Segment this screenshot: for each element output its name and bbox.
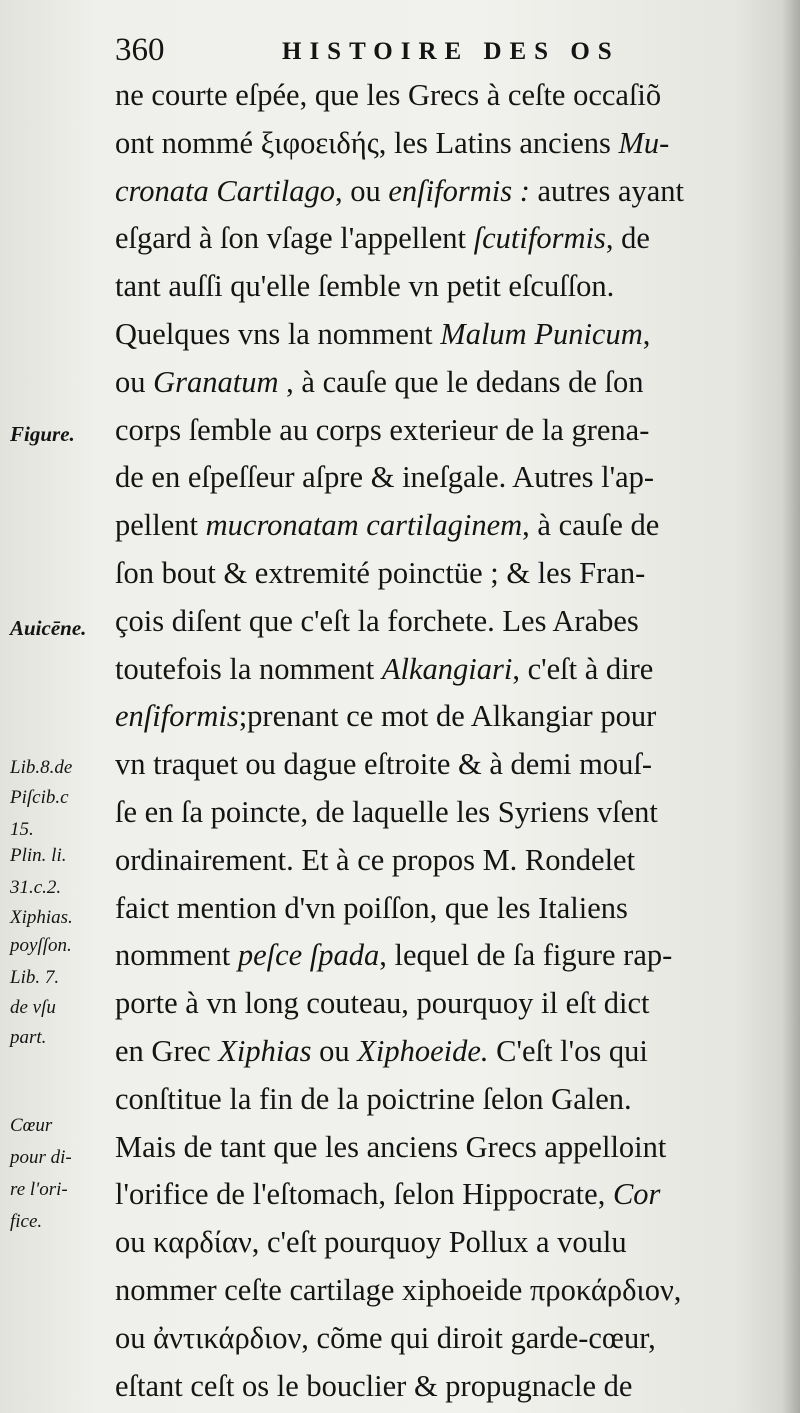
italic-span: ſcutiformis	[473, 221, 606, 256]
italic-span: Xiphias	[218, 1033, 312, 1068]
margin-note-plin-line2: 31.c.2.	[10, 877, 62, 898]
text-line	[115, 550, 765, 598]
page-gutter-shadow	[782, 0, 800, 1413]
italic-span: mucronatam cartilaginem	[205, 508, 523, 543]
margin-note-coeur-line4: fice.	[10, 1211, 43, 1232]
text-line	[115, 311, 765, 359]
text-span: tant auſſi qu'elle ſemble vn petit eſcuſſon.	[115, 269, 615, 304]
text-span: , à cauſe que le dedans de ſon	[278, 364, 644, 399]
text-span: vn traquet ou dague eſtroite & à demi mouſ-	[115, 747, 652, 782]
text-span: ou ἀντικάρδιον, cõme qui diroit garde-cœur,	[115, 1320, 656, 1355]
text-span: nommer ceſte cartilage xiphoeide προκάρδιον,	[115, 1272, 682, 1307]
text-line	[115, 1076, 765, 1124]
text-span: nomment	[115, 938, 238, 973]
text-span: de en eſpeſſeur aſpre & ineſgale. Autres l'ap-	[115, 460, 655, 495]
text-span: ordinairement. Et à ce propos M. Rondelet	[115, 842, 636, 877]
margin-note-plin-line1: Plin. li.	[10, 845, 67, 866]
text-line	[115, 1124, 765, 1172]
italic-span: enſiformis :	[388, 173, 530, 208]
text-line	[115, 693, 765, 741]
text-line	[115, 741, 765, 789]
text-line	[115, 598, 765, 646]
text-line	[115, 72, 765, 120]
margin-note-coeur-line3: re l'ori-	[10, 1179, 68, 1200]
text-line	[115, 1028, 765, 1076]
text-span: corps ſemble au corps exterieur de la grena-	[115, 412, 650, 447]
text-span: ont nommé ξιφοειδής, les Latins anciens	[115, 125, 619, 160]
margin-note-auicene: Auicēne.	[10, 616, 87, 640]
italic-span: enſiformis	[115, 699, 239, 734]
text-line	[115, 1363, 765, 1411]
margin-note-lib8-line1: Lib.8.de	[10, 757, 73, 778]
text-line	[115, 789, 765, 837]
italic-span: Alkangiari	[381, 651, 513, 686]
text-span: conſtitue la fin de la poictrine ſelon Galen.	[115, 1081, 632, 1116]
text-line	[115, 120, 765, 168]
body-text	[115, 72, 765, 1410]
text-line	[115, 885, 765, 933]
text-span: ou	[115, 364, 154, 399]
text-line	[115, 932, 765, 980]
text-span: ,	[642, 316, 651, 351]
italic-span: Xiphoeide.	[357, 1033, 489, 1068]
text-line	[115, 1219, 765, 1267]
margin-note-lib8-line2: Piſcib.c	[10, 787, 69, 808]
text-span: Mais de tant que les anciens Grecs appelloint	[115, 1129, 667, 1164]
page-number: 360	[115, 32, 165, 68]
text-span: , de	[605, 221, 650, 256]
margin-note-coeur-line1: Cœur	[10, 1115, 53, 1136]
text-span: , c'eſt à dire	[512, 651, 654, 686]
text-span: ou καρδίαν, c'eſt pourquoy Pollux a voulu	[115, 1225, 627, 1260]
italic-span: Malum Punicum	[440, 316, 643, 351]
text-span: pellent	[115, 508, 206, 543]
margin-note-lib7-line2: de vſu	[10, 997, 56, 1018]
text-line	[115, 407, 765, 455]
text-span: porte à vn long couteau, pourquoy il eſt dict	[115, 986, 650, 1021]
text-line	[115, 1171, 765, 1219]
text-span: faict mention d'vn poiſſon, que les Italiens	[115, 890, 628, 925]
text-span: C'eſt l'os qui	[488, 1033, 648, 1068]
italic-span: Granatum	[153, 364, 279, 399]
text-span: ſe en ſa poincte, de laquelle les Syriens vſent	[115, 794, 658, 829]
text-span: ne courte eſpée, que les Grecs à ceſte occaſiõ	[115, 78, 662, 112]
text-line	[115, 980, 765, 1028]
text-line	[115, 502, 765, 550]
italic-span: Mu-	[618, 125, 670, 160]
italic-span: peſce ſpada	[237, 938, 380, 973]
text-span: ou	[311, 1033, 358, 1068]
text-span: , lequel de ſa figure rap-	[379, 938, 673, 973]
margin-note-coeur-line2: pour di-	[10, 1147, 72, 1168]
text-span: Quelques vns la nomment	[115, 316, 441, 351]
text-span: en Grec	[115, 1033, 219, 1068]
text-span: çois diſent que c'eſt la forchete. Les Arabes	[115, 603, 639, 638]
margin-note-lib8-line3: 15.	[10, 819, 34, 840]
running-title: HISTOIRE DES OS	[282, 38, 620, 65]
text-span: l'orifice de l'eſtomach, ſelon Hippocrate,	[115, 1177, 613, 1212]
text-line	[115, 168, 765, 216]
text-span: ;prenant ce mot de Alkangiar pour	[238, 699, 657, 734]
italic-span: Cor	[612, 1177, 661, 1212]
margin-note-xiphias-line2: poyſſon.	[10, 935, 72, 956]
text-span: eſgard à ſon vſage l'appellent	[115, 221, 474, 256]
text-line	[115, 837, 765, 885]
text-span: , ou	[335, 173, 389, 208]
italic-span: cronata Cartilago	[115, 173, 336, 208]
page-header	[112, 30, 752, 70]
text-span: eſtant ceſt os le bouclier & propugnacle de	[115, 1368, 633, 1403]
text-span: autres ayant	[529, 173, 684, 208]
text-line	[115, 215, 765, 263]
margin-note-figure: Figure.	[10, 422, 75, 446]
text-line	[115, 263, 765, 311]
text-line	[115, 359, 765, 407]
text-span: , à cauſe de	[522, 508, 660, 543]
text-line	[115, 454, 765, 502]
text-line	[115, 1315, 765, 1363]
margin-note-lib7-line3: part.	[10, 1027, 47, 1048]
text-line	[115, 1267, 765, 1315]
text-line	[115, 646, 765, 694]
text-span: ſon bout & extremité poinctüe ; & les Fran-	[115, 555, 646, 590]
margin-note-xiphias-line1: Xiphias.	[10, 907, 73, 928]
text-span: toutefois la nomment	[115, 651, 382, 686]
margin-note-lib7-line1: Lib. 7.	[10, 967, 60, 988]
